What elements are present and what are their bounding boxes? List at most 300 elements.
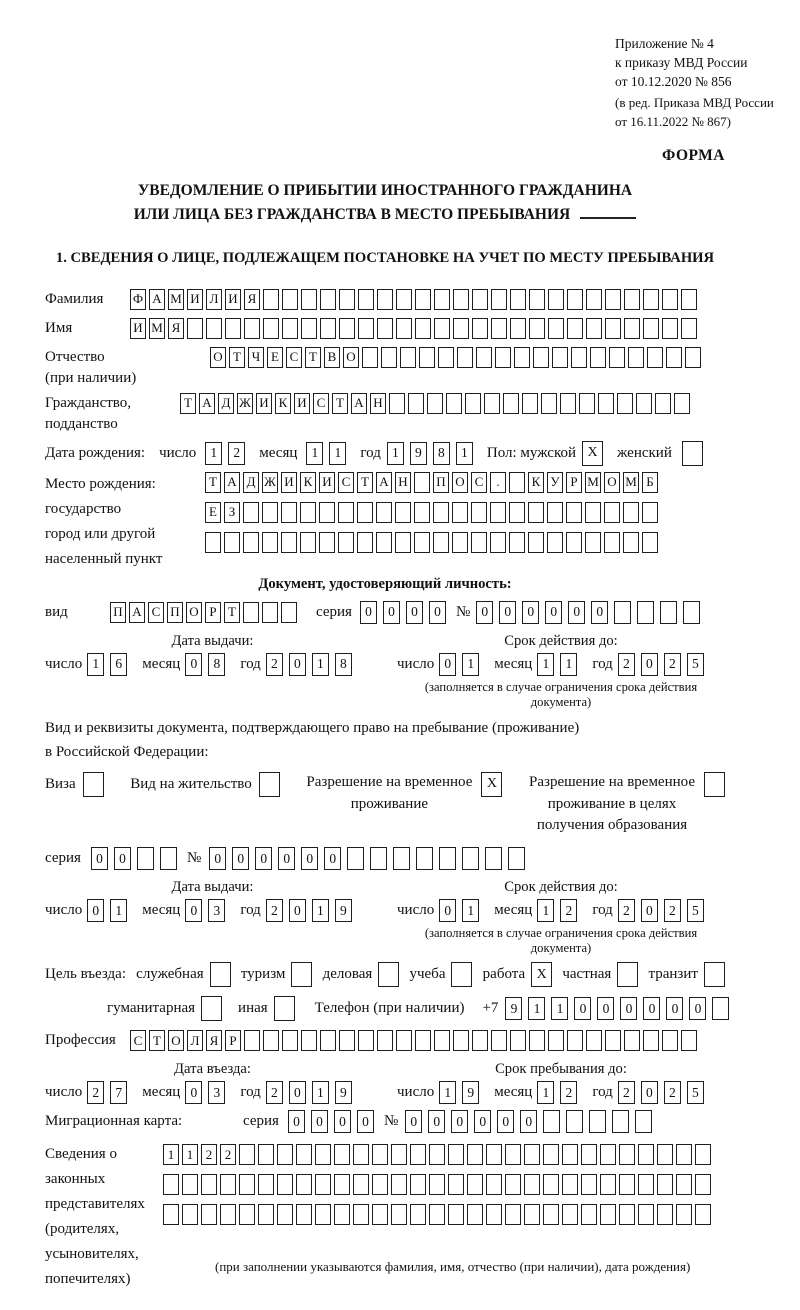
char-box[interactable]: М — [623, 472, 639, 493]
char-box[interactable]: 0 — [474, 1110, 491, 1133]
char-box[interactable] — [339, 1030, 355, 1051]
char-box[interactable]: К — [528, 472, 544, 493]
char-box[interactable] — [490, 502, 506, 523]
char-box[interactable] — [201, 1204, 217, 1225]
char-box[interactable]: 1 — [87, 653, 104, 676]
char-box[interactable] — [662, 289, 678, 310]
char-box[interactable] — [410, 1174, 426, 1195]
char-box[interactable] — [400, 347, 416, 368]
char-box[interactable] — [357, 532, 373, 553]
char-box[interactable] — [244, 318, 260, 339]
char-box[interactable] — [357, 502, 373, 523]
profession-input[interactable] — [130, 1030, 700, 1051]
char-box[interactable]: 2 — [560, 899, 577, 922]
char-box[interactable]: 2 — [664, 899, 681, 922]
birth-day-input[interactable] — [205, 442, 251, 465]
purpose-humanitarian-checkbox[interactable] — [201, 996, 222, 1021]
char-box[interactable] — [471, 532, 487, 553]
char-box[interactable]: 0 — [522, 601, 539, 624]
entry-day-input[interactable] — [87, 1081, 133, 1104]
char-box[interactable] — [239, 1144, 255, 1165]
char-box[interactable]: 0 — [185, 899, 202, 922]
surname-input[interactable] — [130, 289, 700, 310]
char-box[interactable] — [643, 318, 659, 339]
char-box[interactable] — [433, 502, 449, 523]
char-box[interactable] — [376, 532, 392, 553]
char-box[interactable] — [338, 532, 354, 553]
char-box[interactable]: 2 — [220, 1144, 236, 1165]
char-box[interactable] — [315, 1174, 331, 1195]
char-box[interactable] — [637, 601, 654, 624]
char-box[interactable] — [338, 502, 354, 523]
char-box[interactable]: Т — [180, 393, 196, 414]
char-box[interactable]: 0 — [520, 1110, 537, 1133]
char-box[interactable]: Л — [206, 289, 222, 310]
char-box[interactable]: 2 — [664, 1081, 681, 1104]
char-box[interactable] — [581, 1174, 597, 1195]
char-box[interactable] — [628, 347, 644, 368]
char-box[interactable] — [415, 1030, 431, 1051]
char-box[interactable] — [339, 318, 355, 339]
char-box[interactable] — [415, 289, 431, 310]
char-box[interactable]: В — [324, 347, 340, 368]
char-box[interactable] — [529, 318, 545, 339]
char-box[interactable] — [452, 532, 468, 553]
char-box[interactable] — [262, 602, 278, 623]
char-box[interactable]: Д — [243, 472, 259, 493]
char-box[interactable] — [571, 347, 587, 368]
char-box[interactable]: 1 — [306, 442, 323, 465]
char-box[interactable] — [448, 1204, 464, 1225]
char-box[interactable] — [676, 1144, 692, 1165]
char-box[interactable] — [543, 1110, 560, 1133]
char-box[interactable] — [163, 1204, 179, 1225]
char-box[interactable]: 0 — [255, 847, 272, 870]
char-box[interactable]: Я — [168, 318, 184, 339]
char-box[interactable]: А — [199, 393, 215, 414]
char-box[interactable] — [244, 1030, 260, 1051]
char-box[interactable] — [528, 502, 544, 523]
char-box[interactable]: 2 — [618, 653, 635, 676]
char-box[interactable] — [533, 347, 549, 368]
char-box[interactable]: 5 — [687, 899, 704, 922]
char-box[interactable] — [381, 347, 397, 368]
char-box[interactable] — [433, 532, 449, 553]
char-box[interactable] — [370, 847, 387, 870]
char-box[interactable] — [243, 532, 259, 553]
char-box[interactable]: М — [585, 472, 601, 493]
char-box[interactable] — [410, 1144, 426, 1165]
id-issue-year-input[interactable] — [266, 653, 358, 676]
char-box[interactable]: 1 — [439, 1081, 456, 1104]
char-box[interactable] — [585, 532, 601, 553]
char-box[interactable]: 5 — [687, 653, 704, 676]
char-box[interactable] — [623, 532, 639, 553]
id-valid-year-input[interactable] — [618, 653, 710, 676]
char-box[interactable] — [495, 347, 511, 368]
char-box[interactable]: Б — [642, 472, 658, 493]
char-box[interactable]: 9 — [462, 1081, 479, 1104]
char-box[interactable] — [660, 601, 677, 624]
char-box[interactable]: 0 — [185, 1081, 202, 1104]
char-box[interactable]: М — [168, 289, 184, 310]
char-box[interactable]: 1 — [537, 899, 554, 922]
char-box[interactable]: 1 — [110, 899, 127, 922]
char-box[interactable] — [137, 847, 154, 870]
char-box[interactable] — [543, 1204, 559, 1225]
char-box[interactable] — [617, 393, 633, 414]
char-box[interactable] — [243, 502, 259, 523]
char-box[interactable] — [552, 347, 568, 368]
char-box[interactable]: Е — [267, 347, 283, 368]
char-box[interactable] — [353, 1144, 369, 1165]
char-box[interactable] — [182, 1204, 198, 1225]
char-box[interactable]: 9 — [505, 997, 522, 1020]
char-box[interactable] — [439, 847, 456, 870]
char-box[interactable] — [446, 393, 462, 414]
char-box[interactable]: 1 — [205, 442, 222, 465]
char-box[interactable] — [490, 532, 506, 553]
char-box[interactable] — [674, 393, 690, 414]
char-box[interactable] — [624, 289, 640, 310]
char-box[interactable] — [358, 1030, 374, 1051]
char-box[interactable]: Р — [225, 1030, 241, 1051]
char-box[interactable] — [657, 1204, 673, 1225]
char-box[interactable]: 2 — [266, 899, 283, 922]
char-box[interactable] — [476, 347, 492, 368]
char-box[interactable] — [638, 1204, 654, 1225]
char-box[interactable]: 0 — [429, 601, 446, 624]
char-box[interactable] — [548, 1030, 564, 1051]
char-box[interactable] — [239, 1174, 255, 1195]
char-box[interactable] — [320, 318, 336, 339]
char-box[interactable]: О — [452, 472, 468, 493]
char-box[interactable]: 5 — [687, 1081, 704, 1104]
phone-input[interactable] — [505, 997, 735, 1020]
char-box[interactable] — [263, 1030, 279, 1051]
char-box[interactable] — [472, 289, 488, 310]
char-box[interactable]: 2 — [560, 1081, 577, 1104]
char-box[interactable] — [320, 1030, 336, 1051]
char-box[interactable]: Д — [218, 393, 234, 414]
char-box[interactable] — [429, 1174, 445, 1195]
char-box[interactable] — [448, 1144, 464, 1165]
id-issue-day-input[interactable] — [87, 653, 133, 676]
char-box[interactable] — [453, 1030, 469, 1051]
char-box[interactable] — [358, 289, 374, 310]
birth-place-row2-input[interactable] — [205, 502, 661, 523]
char-box[interactable] — [467, 1144, 483, 1165]
char-box[interactable] — [509, 502, 525, 523]
char-box[interactable] — [315, 1204, 331, 1225]
char-box[interactable] — [600, 1144, 616, 1165]
char-box[interactable]: Л — [187, 1030, 203, 1051]
birth-place-row1-input[interactable] — [205, 472, 661, 493]
char-box[interactable] — [334, 1174, 350, 1195]
char-box[interactable]: И — [130, 318, 146, 339]
char-box[interactable]: Т — [224, 602, 240, 623]
char-box[interactable]: А — [224, 472, 240, 493]
char-box[interactable]: 0 — [406, 601, 423, 624]
id-issue-month-input[interactable] — [185, 653, 231, 676]
char-box[interactable] — [472, 1030, 488, 1051]
char-box[interactable] — [635, 1110, 652, 1133]
char-box[interactable]: 0 — [289, 1081, 306, 1104]
char-box[interactable]: 3 — [208, 1081, 225, 1104]
stay-month-input[interactable] — [537, 1081, 583, 1104]
char-box[interactable]: 0 — [288, 1110, 305, 1133]
char-box[interactable] — [414, 532, 430, 553]
char-box[interactable] — [508, 847, 525, 870]
char-box[interactable]: О — [186, 602, 202, 623]
char-box[interactable] — [548, 318, 564, 339]
char-box[interactable] — [281, 502, 297, 523]
char-box[interactable] — [589, 1110, 606, 1133]
char-box[interactable] — [220, 1174, 236, 1195]
char-box[interactable]: И — [294, 393, 310, 414]
char-box[interactable] — [609, 347, 625, 368]
char-box[interactable] — [391, 1144, 407, 1165]
sex-male-checkbox[interactable]: X — [582, 441, 603, 466]
char-box[interactable] — [543, 1144, 559, 1165]
char-box[interactable]: 0 — [91, 847, 108, 870]
char-box[interactable] — [581, 1144, 597, 1165]
char-box[interactable]: 2 — [618, 899, 635, 922]
char-box[interactable] — [347, 847, 364, 870]
char-box[interactable] — [282, 289, 298, 310]
char-box[interactable] — [624, 1030, 640, 1051]
char-box[interactable] — [662, 318, 678, 339]
char-box[interactable]: О — [604, 472, 620, 493]
char-box[interactable] — [581, 1204, 597, 1225]
char-box[interactable]: Ж — [262, 472, 278, 493]
char-box[interactable] — [300, 532, 316, 553]
char-box[interactable] — [396, 289, 412, 310]
char-box[interactable] — [434, 289, 450, 310]
char-box[interactable]: 9 — [335, 1081, 352, 1104]
char-box[interactable]: 2 — [228, 442, 245, 465]
char-box[interactable]: 0 — [439, 899, 456, 922]
char-box[interactable] — [676, 1174, 692, 1195]
char-box[interactable] — [258, 1204, 274, 1225]
char-box[interactable]: Т — [357, 472, 373, 493]
char-box[interactable] — [353, 1204, 369, 1225]
char-box[interactable]: М — [149, 318, 165, 339]
char-box[interactable] — [277, 1204, 293, 1225]
char-box[interactable] — [353, 1174, 369, 1195]
char-box[interactable] — [395, 532, 411, 553]
char-box[interactable] — [485, 847, 502, 870]
char-box[interactable] — [529, 1030, 545, 1051]
char-box[interactable] — [566, 1110, 583, 1133]
char-box[interactable] — [163, 1174, 179, 1195]
id-valid-month-input[interactable] — [537, 653, 583, 676]
char-box[interactable] — [462, 847, 479, 870]
char-box[interactable]: С — [148, 602, 164, 623]
char-box[interactable] — [505, 1174, 521, 1195]
char-box[interactable] — [514, 347, 530, 368]
purpose-private-checkbox[interactable] — [617, 962, 638, 987]
char-box[interactable]: 0 — [357, 1110, 374, 1133]
purpose-official-checkbox[interactable] — [210, 962, 231, 987]
char-box[interactable]: Т — [205, 472, 221, 493]
char-box[interactable] — [623, 502, 639, 523]
purpose-tourism-checkbox[interactable] — [291, 962, 312, 987]
char-box[interactable]: 0 — [620, 997, 637, 1020]
char-box[interactable] — [301, 289, 317, 310]
char-box[interactable]: 1 — [312, 653, 329, 676]
char-box[interactable]: З — [224, 502, 240, 523]
char-box[interactable] — [524, 1204, 540, 1225]
doc-type-input[interactable] — [110, 602, 300, 623]
char-box[interactable]: Т — [149, 1030, 165, 1051]
char-box[interactable]: К — [300, 472, 316, 493]
char-box[interactable] — [414, 502, 430, 523]
char-box[interactable]: 0 — [334, 1110, 351, 1133]
char-box[interactable] — [509, 472, 525, 493]
patronymic-input[interactable] — [210, 347, 704, 368]
char-box[interactable] — [434, 1030, 450, 1051]
char-box[interactable]: 9 — [335, 899, 352, 922]
char-box[interactable]: 3 — [208, 899, 225, 922]
char-box[interactable] — [472, 318, 488, 339]
res-issue-month-input[interactable] — [185, 899, 231, 922]
char-box[interactable]: 2 — [201, 1144, 217, 1165]
char-box[interactable]: И — [187, 289, 203, 310]
char-box[interactable] — [600, 1204, 616, 1225]
char-box[interactable]: И — [225, 289, 241, 310]
char-box[interactable]: 0 — [87, 899, 104, 922]
char-box[interactable]: 0 — [301, 847, 318, 870]
char-box[interactable] — [685, 347, 701, 368]
stay-day-input[interactable] — [439, 1081, 485, 1104]
char-box[interactable]: И — [319, 472, 335, 493]
char-box[interactable] — [419, 347, 435, 368]
char-box[interactable]: 6 — [110, 653, 127, 676]
char-box[interactable]: 0 — [499, 601, 516, 624]
char-box[interactable] — [263, 289, 279, 310]
char-box[interactable] — [372, 1204, 388, 1225]
char-box[interactable]: 0 — [591, 601, 608, 624]
char-box[interactable]: С — [286, 347, 302, 368]
char-box[interactable] — [605, 289, 621, 310]
char-box[interactable]: А — [149, 289, 165, 310]
char-box[interactable]: 0 — [641, 1081, 658, 1104]
id-valid-day-input[interactable] — [439, 653, 485, 676]
char-box[interactable]: Я — [244, 289, 260, 310]
char-box[interactable] — [414, 472, 430, 493]
char-box[interactable] — [636, 393, 652, 414]
char-box[interactable]: О — [210, 347, 226, 368]
char-box[interactable] — [281, 602, 297, 623]
mig-series-input[interactable] — [288, 1110, 380, 1133]
char-box[interactable]: Н — [395, 472, 411, 493]
char-box[interactable] — [510, 318, 526, 339]
char-box[interactable]: 1 — [462, 899, 479, 922]
char-box[interactable]: 0 — [405, 1110, 422, 1133]
char-box[interactable] — [643, 1030, 659, 1051]
char-box[interactable] — [505, 1144, 521, 1165]
char-box[interactable] — [393, 847, 410, 870]
char-box[interactable] — [465, 393, 481, 414]
char-box[interactable]: Ч — [248, 347, 264, 368]
char-box[interactable]: 0 — [324, 847, 341, 870]
char-box[interactable] — [282, 318, 298, 339]
char-box[interactable] — [438, 347, 454, 368]
char-box[interactable] — [395, 502, 411, 523]
char-box[interactable]: 0 — [666, 997, 683, 1020]
char-box[interactable] — [695, 1144, 711, 1165]
char-box[interactable] — [486, 1204, 502, 1225]
char-box[interactable] — [277, 1144, 293, 1165]
char-box[interactable]: П — [167, 602, 183, 623]
char-box[interactable] — [225, 318, 241, 339]
char-box[interactable] — [416, 847, 433, 870]
char-box[interactable] — [647, 347, 663, 368]
char-box[interactable] — [258, 1174, 274, 1195]
char-box[interactable] — [410, 1204, 426, 1225]
char-box[interactable] — [712, 997, 729, 1020]
purpose-business-checkbox[interactable] — [378, 962, 399, 987]
char-box[interactable] — [509, 532, 525, 553]
char-box[interactable] — [624, 318, 640, 339]
char-box[interactable] — [258, 1144, 274, 1165]
char-box[interactable] — [415, 318, 431, 339]
char-box[interactable]: 0 — [289, 899, 306, 922]
char-box[interactable] — [262, 502, 278, 523]
char-box[interactable]: С — [313, 393, 329, 414]
char-box[interactable] — [452, 502, 468, 523]
char-box[interactable] — [301, 318, 317, 339]
char-box[interactable] — [548, 289, 564, 310]
char-box[interactable] — [586, 1030, 602, 1051]
char-box[interactable]: А — [351, 393, 367, 414]
char-box[interactable] — [586, 289, 602, 310]
char-box[interactable]: Р — [205, 602, 221, 623]
visa-checkbox[interactable] — [83, 772, 104, 797]
char-box[interactable]: 0 — [428, 1110, 445, 1133]
purpose-transit-checkbox[interactable] — [704, 962, 725, 987]
char-box[interactable]: 2 — [266, 653, 283, 676]
given-name-input[interactable] — [130, 318, 700, 339]
char-box[interactable]: С — [338, 472, 354, 493]
char-box[interactable] — [396, 318, 412, 339]
res-issue-year-input[interactable] — [266, 899, 358, 922]
char-box[interactable] — [300, 502, 316, 523]
char-box[interactable]: 1 — [528, 997, 545, 1020]
char-box[interactable]: 1 — [387, 442, 404, 465]
entry-month-input[interactable] — [185, 1081, 231, 1104]
char-box[interactable] — [334, 1144, 350, 1165]
char-box[interactable]: 0 — [568, 601, 585, 624]
char-box[interactable]: 7 — [110, 1081, 127, 1104]
representatives-row1-input[interactable] — [163, 1144, 714, 1165]
char-box[interactable] — [334, 1204, 350, 1225]
char-box[interactable] — [566, 532, 582, 553]
char-box[interactable]: 2 — [87, 1081, 104, 1104]
char-box[interactable]: 0 — [232, 847, 249, 870]
char-box[interactable]: 0 — [439, 653, 456, 676]
char-box[interactable]: 1 — [182, 1144, 198, 1165]
char-box[interactable] — [320, 289, 336, 310]
char-box[interactable] — [319, 502, 335, 523]
char-box[interactable] — [676, 1204, 692, 1225]
char-box[interactable] — [389, 393, 405, 414]
char-box[interactable] — [566, 502, 582, 523]
char-box[interactable] — [586, 318, 602, 339]
char-box[interactable] — [598, 393, 614, 414]
char-box[interactable] — [358, 318, 374, 339]
